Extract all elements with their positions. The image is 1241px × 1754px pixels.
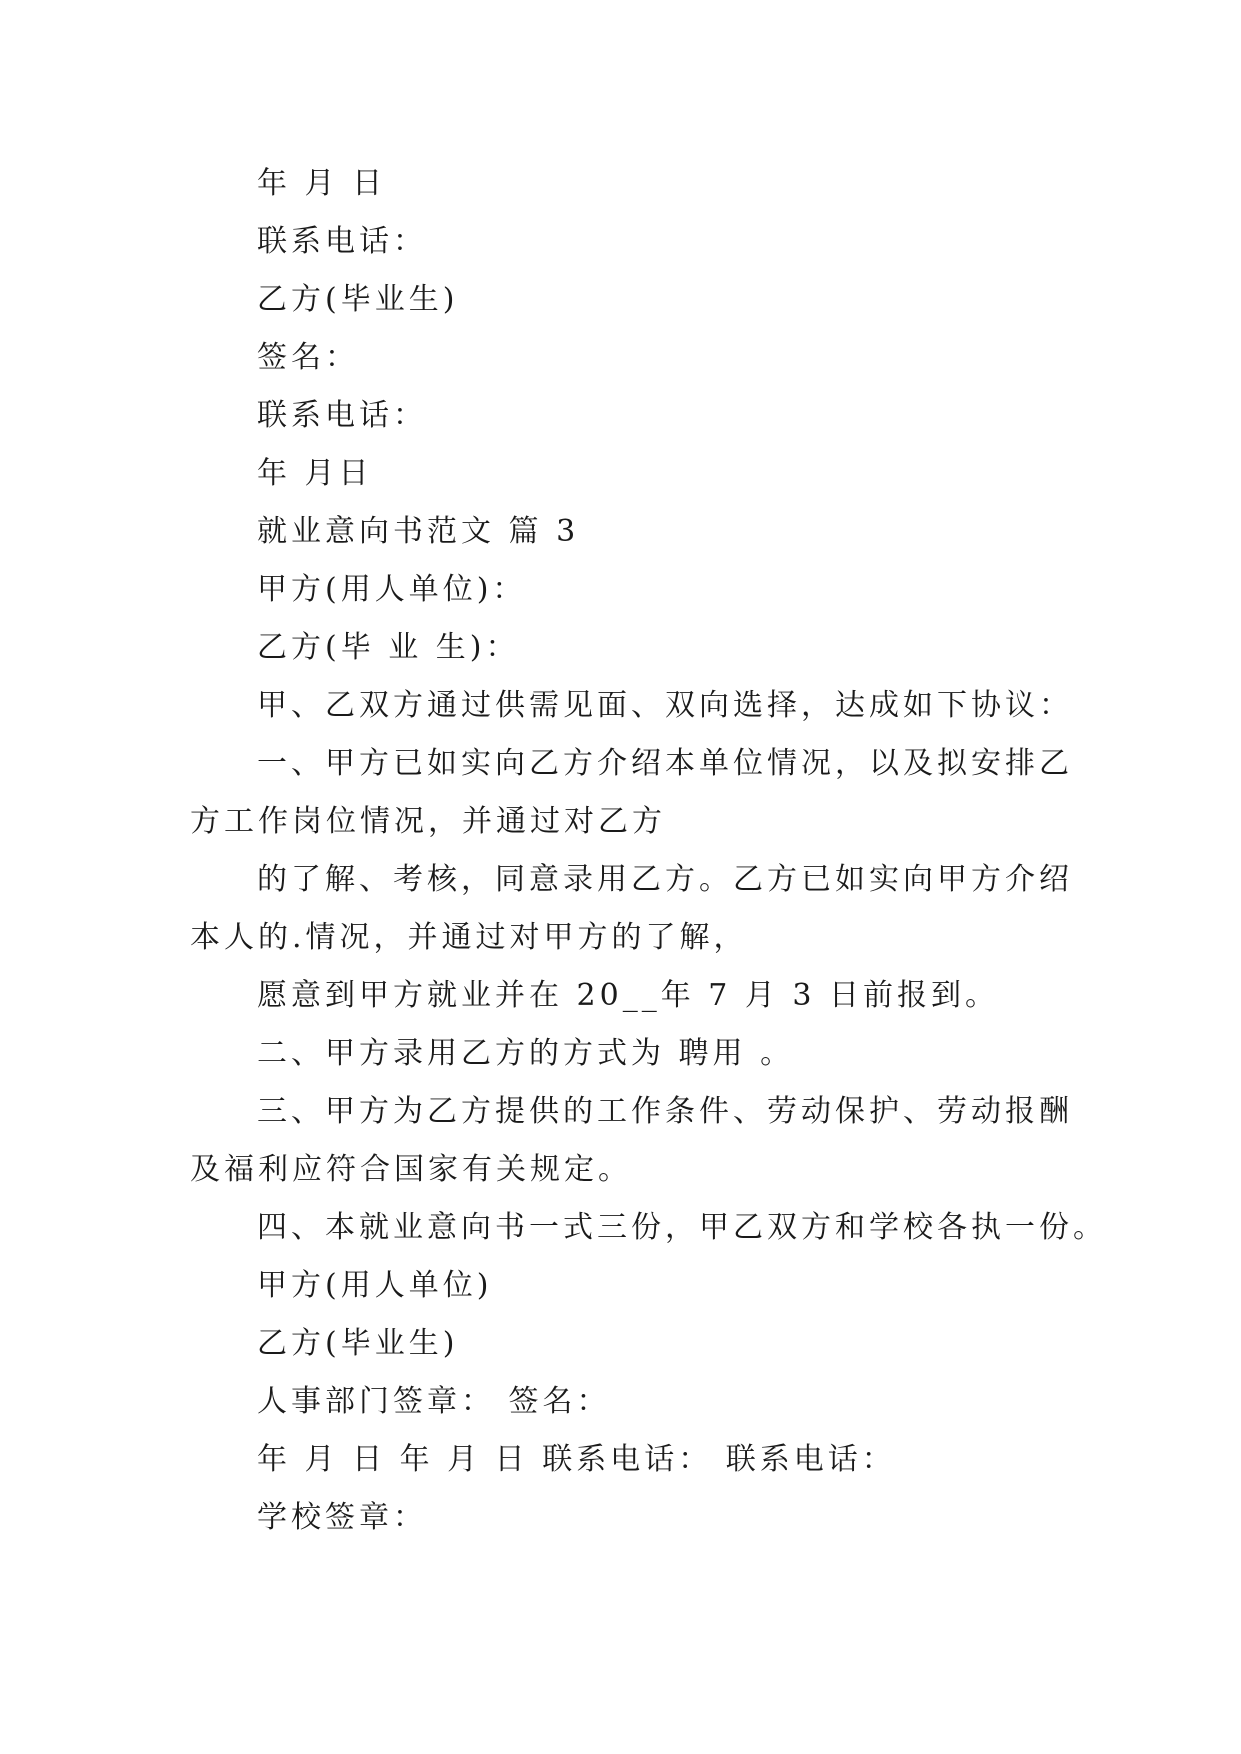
clause-3-line: 三、甲方为乙方提供的工作条件、劳动保护、劳动报酬 (257, 1094, 1073, 1129)
school-seal-label: 学校签章： (257, 1500, 427, 1535)
clause-4: 四、本就业意向书一式三份，甲乙双方和学校各执一份。 (257, 1210, 1107, 1245)
contact-phone-label: 联系电话： (257, 224, 427, 259)
clause-1-line: 方工作岗位情况，并通过对乙方 (190, 804, 666, 839)
hr-seal-and-signature: 人事部门签章： 签名： (257, 1384, 611, 1419)
agreement-intro: 甲、乙双方通过供需见面、双向选择，达成如下协议： (257, 688, 1073, 723)
dates-and-phones: 年 月 日 年 月 日 联系电话： 联系电话： (257, 1442, 896, 1477)
clause-1-line: 本人的.情况，并通过对甲方的了解， (190, 920, 748, 955)
clause-2: 二、甲方录用乙方的方式为 聘用 。 (257, 1036, 795, 1071)
clause-1-line: 愿意到甲方就业并在 20__年 7 月 3 日前报到。 (257, 978, 1000, 1013)
signature-label: 签名： (257, 340, 359, 375)
clause-1-line: 的了解、考核，同意录用乙方。乙方已如实向甲方介绍 (257, 862, 1073, 897)
clause-1-line: 一、甲方已如实向乙方介绍本单位情况，以及拟安排乙 (257, 746, 1073, 781)
party-b-label: 乙方(毕业生) (257, 282, 459, 317)
party-b-signature-label: 乙方(毕业生) (257, 1326, 459, 1361)
contact-phone-label: 联系电话： (257, 398, 427, 433)
party-a-signature-label: 甲方(用人单位) (257, 1268, 493, 1303)
party-a-field: 甲方(用人单位)： (257, 572, 527, 607)
date-line: 年 月日 (257, 456, 373, 491)
clause-3-line: 及福利应符合国家有关规定。 (190, 1152, 632, 1187)
section-title: 就业意向书范文 篇 3 (257, 514, 580, 549)
party-b-field: 乙方(毕 业 生)： (257, 630, 520, 665)
date-line: 年 月 日 (257, 166, 387, 201)
